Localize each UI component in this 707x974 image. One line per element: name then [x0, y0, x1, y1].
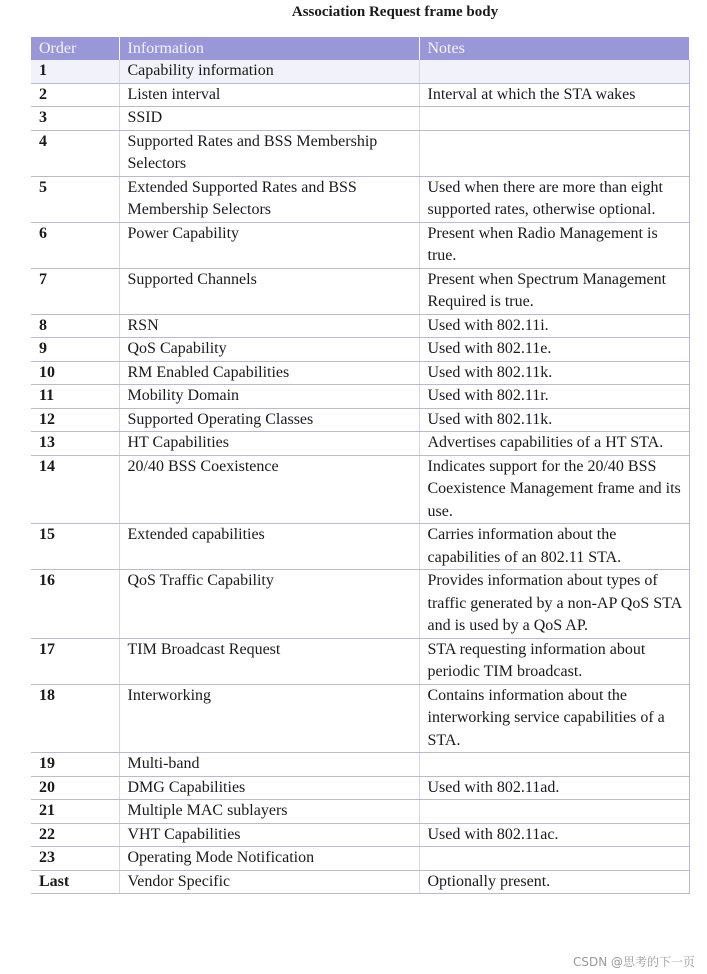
row-notes [419, 753, 689, 777]
row-order: 23 [31, 847, 119, 871]
row-information: 20/40 BSS Coexistence [119, 455, 419, 524]
table-row [31, 338, 689, 362]
row-notes: Used with 802.11k. [419, 408, 689, 432]
row-information: DMG Capabilities [119, 776, 419, 800]
row-notes [419, 800, 689, 824]
table-header-row [31, 37, 689, 60]
watermark: CSDN @思考的下一页 [572, 955, 695, 969]
row-order: 2 [31, 83, 119, 107]
table-row [31, 176, 689, 222]
row-order: 11 [31, 385, 119, 409]
row-information: Power Capability [119, 222, 419, 268]
row-order: 7 [31, 268, 119, 314]
row-information: Multi-band [119, 753, 419, 777]
table-row [31, 776, 689, 800]
row-information: VHT Capabilities [119, 823, 419, 847]
row-information: Extended capabilities [119, 524, 419, 570]
row-notes: Optionally present. [419, 870, 689, 894]
row-notes: Interval at which the STA wakes [419, 83, 689, 107]
row-notes: Used with 802.11e. [419, 338, 689, 362]
row-notes [419, 60, 689, 83]
table-row [31, 823, 689, 847]
table-row [31, 83, 689, 107]
row-order: 19 [31, 753, 119, 777]
row-order: 5 [31, 176, 119, 222]
table-row [31, 753, 689, 777]
header-information: Information [119, 37, 419, 60]
row-order: 10 [31, 361, 119, 385]
table-row [31, 107, 689, 131]
row-order: 8 [31, 314, 119, 338]
row-order: 15 [31, 524, 119, 570]
table-row [31, 524, 689, 570]
row-notes: STA requesting information about periodic TIM broadcast. [419, 638, 689, 684]
row-order: 22 [31, 823, 119, 847]
row-information: RM Enabled Capabilities [119, 361, 419, 385]
row-notes: Used with 802.11ad. [419, 776, 689, 800]
row-order: 18 [31, 684, 119, 753]
row-notes: Contains information about the interworking service capabilities of a STA. [419, 684, 689, 753]
row-notes: Present when Spectrum Management Required is true. [419, 268, 689, 314]
row-order: Last [31, 870, 119, 894]
row-notes: Used with 802.11k. [419, 361, 689, 385]
row-notes: Used when there are more than eight supported rates, otherwise optional. [419, 176, 689, 222]
row-information: Operating Mode Notification [119, 847, 419, 871]
row-notes: Present when Radio Management is true. [419, 222, 689, 268]
row-order: 17 [31, 638, 119, 684]
row-information: SSID [119, 107, 419, 131]
row-order: 6 [31, 222, 119, 268]
row-information: Mobility Domain [119, 385, 419, 409]
row-order: 14 [31, 455, 119, 524]
row-notes: Used with 802.11ac. [419, 823, 689, 847]
row-information: Listen interval [119, 83, 419, 107]
row-information: HT Capabilities [119, 432, 419, 456]
table-row [31, 361, 689, 385]
header-order: Order [31, 37, 119, 60]
row-information: RSN [119, 314, 419, 338]
row-information: Supported Channels [119, 268, 419, 314]
row-order: 1 [31, 60, 119, 83]
row-notes: Indicates support for the 20/40 BSS Coexistence Management frame and its use. [419, 455, 689, 524]
row-information: Multiple MAC sublayers [119, 800, 419, 824]
row-information: Supported Operating Classes [119, 408, 419, 432]
row-order: 16 [31, 570, 119, 639]
row-information: Capability information [119, 60, 419, 83]
row-information: TIM Broadcast Request [119, 638, 419, 684]
row-information: QoS Traffic Capability [119, 570, 419, 639]
row-order: 12 [31, 408, 119, 432]
table-row [31, 638, 689, 684]
table-row [31, 455, 689, 524]
association-request-table [31, 37, 690, 894]
row-notes: Provides information about types of traffic generated by a non-AP QoS STA and is used by a QoS AP. [419, 570, 689, 639]
table-row [31, 385, 689, 409]
row-notes: Used with 802.11i. [419, 314, 689, 338]
row-notes: Carries information about the capabilities of an 802.11 STA. [419, 524, 689, 570]
row-order: 9 [31, 338, 119, 362]
header-notes: Notes [419, 37, 689, 60]
table-row [31, 60, 689, 83]
table-row [31, 130, 689, 176]
table-body [31, 60, 689, 894]
row-order: 21 [31, 800, 119, 824]
row-notes [419, 107, 689, 131]
table-row [31, 684, 689, 753]
table-row [31, 222, 689, 268]
row-information: QoS Capability [119, 338, 419, 362]
table-row [31, 268, 689, 314]
row-information: Extended Supported Rates and BSS Membership Selectors [119, 176, 419, 222]
table-row [31, 314, 689, 338]
row-notes: Used with 802.11r. [419, 385, 689, 409]
row-notes: Advertises capabilities of a HT STA. [419, 432, 689, 456]
row-order: 20 [31, 776, 119, 800]
table-row [31, 847, 689, 871]
row-information: Supported Rates and BSS Membership Selectors [119, 130, 419, 176]
row-order: 4 [31, 130, 119, 176]
row-information: Interworking [119, 684, 419, 753]
row-order: 13 [31, 432, 119, 456]
row-notes [419, 130, 689, 176]
row-information: Vendor Specific [119, 870, 419, 894]
row-order: 3 [31, 107, 119, 131]
table-title: Association Request frame body [291, 4, 499, 20]
table-row [31, 570, 689, 639]
table-row [31, 408, 689, 432]
table-row [31, 800, 689, 824]
row-notes [419, 847, 689, 871]
table-row [31, 432, 689, 456]
table-row [31, 870, 689, 894]
